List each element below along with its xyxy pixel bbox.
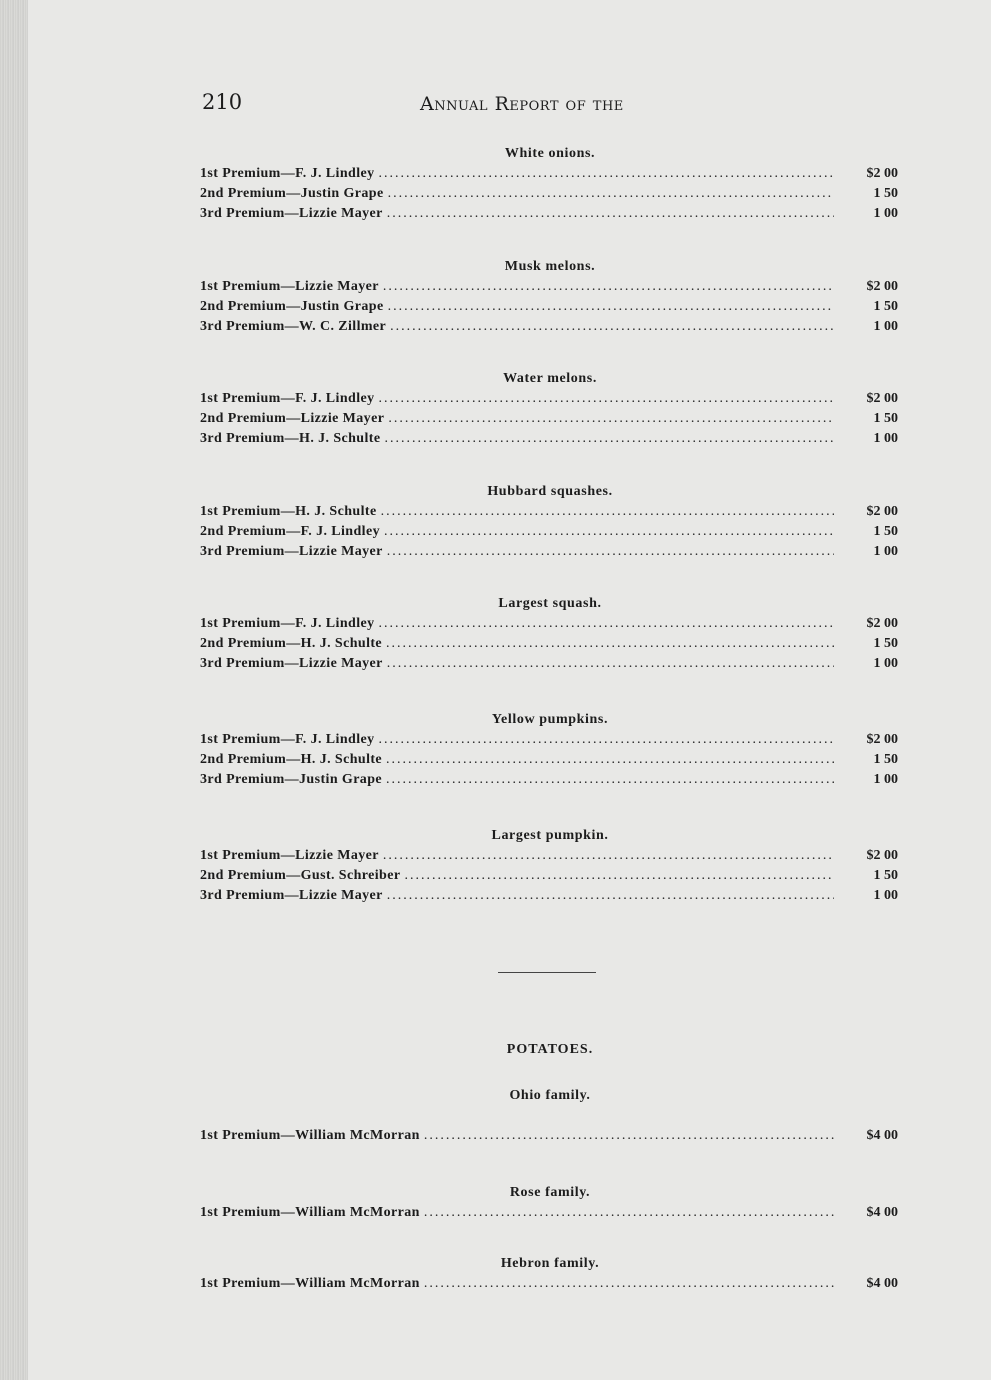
place: 3rd [200,206,223,221]
place: 3rd [200,544,223,559]
premium-row [200,522,900,542]
premium-row [200,654,900,674]
section-hubbard-squashes [200,482,900,562]
place: 2nd [200,636,224,651]
amount: $4 00 [866,1205,898,1220]
premium-row [200,866,900,886]
winner: Premium—F. J. Lindley [222,166,375,181]
winner: Premium—Lizzie Mayer [226,544,383,559]
premium-row [200,409,900,429]
place: 1st [200,616,219,631]
amount: 1 50 [873,868,898,883]
section-title: White onions. [504,146,596,161]
premium-row [200,750,900,770]
premium-row [200,1203,900,1223]
place: 1st [200,732,219,747]
section-title: Water melons. [503,371,597,386]
section-yellow-pumpkins [200,710,900,790]
amount: 1 50 [873,411,898,426]
winner: Premium—Justin Grape [226,772,383,787]
premium-row [200,542,900,562]
section-title: Largest squash. [498,596,602,611]
place: 1st [200,1276,219,1291]
winner: Premium—H. J. Schulte [227,752,383,767]
place: 3rd [200,656,223,671]
premium-row [200,1126,900,1146]
premium-row [200,389,900,409]
winner: Premium—Justin Grape [227,186,384,201]
winner: Premium—Lizzie Mayer [222,279,379,294]
section-title: Yellow pumpkins. [491,712,609,727]
section-hebron-family [200,1254,900,1294]
premium-row [200,614,900,634]
premium-row [200,204,900,224]
winner: Premium—F. J. Lindley [227,524,380,539]
premium-row [200,502,900,522]
premium-row [200,886,900,906]
place: 2nd [200,299,224,314]
amount: 1 00 [873,431,898,446]
section-title: Hubbard squashes. [487,484,613,499]
page-edge [0,0,28,1380]
amount: $2 00 [866,166,898,181]
section-white-onions [200,144,900,224]
section-title: Musk melons. [504,259,596,274]
premium-row [200,184,900,204]
amount: 1 00 [873,544,898,559]
page-header [202,90,902,120]
amount: $2 00 [866,279,898,294]
place: 3rd [200,772,223,787]
amount: 1 50 [873,636,898,651]
amount: 1 00 [873,319,898,334]
premium-row [200,164,900,184]
place: 2nd [200,868,224,883]
amount: 1 00 [873,772,898,787]
amount: 1 00 [873,656,898,671]
winner: Premium—Gust. Schreiber [227,868,401,883]
winner: Premium—H. J. Schulte [227,636,383,651]
amount: $4 00 [866,1128,898,1143]
winner: Premium—William McMorran [222,1205,420,1220]
amount: $4 00 [866,1276,898,1291]
place: 1st [200,504,219,519]
place: 1st [200,279,219,294]
section-title: Largest pumpkin. [491,828,609,843]
place: 3rd [200,431,223,446]
amount: $2 00 [866,504,898,519]
premium-row [200,277,900,297]
section-ohio-family [200,1086,900,1146]
winner: Premium—Lizzie Mayer [222,848,379,863]
section-title: Rose family. [509,1185,591,1200]
premium-row [200,730,900,750]
place: 1st [200,1128,219,1143]
winner: Premium—William McMorran [222,1276,420,1291]
page-number: 210 [202,90,243,114]
place: 1st [200,1205,219,1220]
place: 1st [200,166,219,181]
winner: Premium—H. J. Schulte [226,431,381,446]
place: 2nd [200,752,224,767]
amount: 1 50 [873,524,898,539]
section-title: Ohio family. [509,1088,591,1103]
place: 3rd [200,888,223,903]
premium-row [200,634,900,654]
amount: 1 00 [873,206,898,221]
premium-row [200,846,900,866]
amount: $2 00 [866,391,898,406]
premium-row [200,770,900,790]
winner: Premium—William McMorran [222,1128,420,1143]
winner: Premium—Lizzie Mayer [226,656,383,671]
amount: $2 00 [866,848,898,863]
section-divider [498,972,596,973]
winner: Premium—F. J. Lindley [222,732,375,747]
winner: Premium—F. J. Lindley [222,391,375,406]
winner: Premium—Lizzie Mayer [226,888,383,903]
section-largest-pumpkin [200,826,900,906]
winner: Premium—Lizzie Mayer [226,206,383,221]
winner: Premium—Lizzie Mayer [227,411,385,426]
running-head: Annual Report of the [420,93,624,115]
amount: 1 50 [873,186,898,201]
section-musk-melons [200,257,900,337]
amount: 1 50 [873,299,898,314]
premium-row [200,317,900,337]
section-rose-family [200,1183,900,1223]
winner: Premium—H. J. Schulte [222,504,377,519]
place: 1st [200,391,219,406]
amount: 1 00 [873,888,898,903]
potatoes-heading: POTATOES. [506,1042,594,1057]
amount: $2 00 [866,732,898,747]
place: 2nd [200,524,224,539]
place: 2nd [200,411,224,426]
section-water-melons [200,369,900,449]
winner: Premium—F. J. Lindley [222,616,375,631]
place: 1st [200,848,219,863]
place: 3rd [200,319,223,334]
section-title: Hebron family. [500,1256,600,1271]
amount: $2 00 [866,616,898,631]
place: 2nd [200,186,224,201]
winner: Premium—W. C. Zillmer [226,319,387,334]
premium-row [200,1274,900,1294]
premium-row [200,297,900,317]
winner: Premium—Justin Grape [227,299,384,314]
premium-row [200,429,900,449]
amount: 1 50 [873,752,898,767]
section-largest-squash [200,594,900,674]
